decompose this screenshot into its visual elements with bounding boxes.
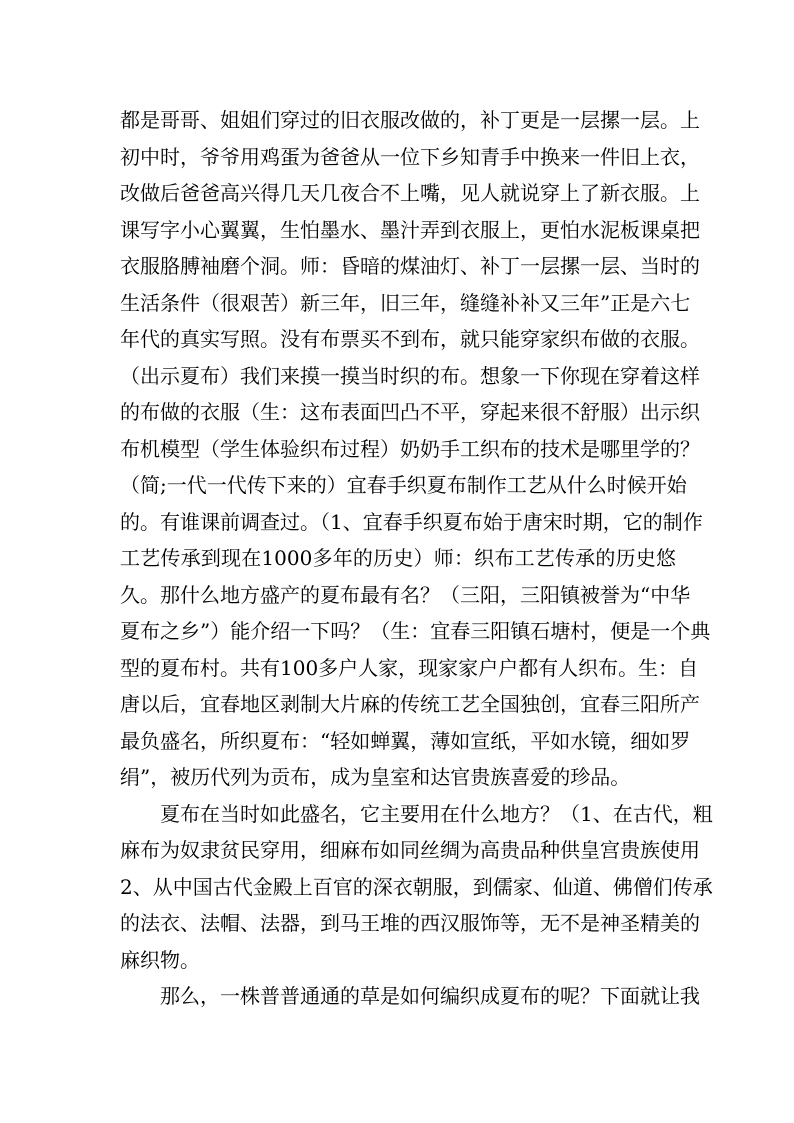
text-line: 布机模型（学生体验织布过程）奶奶手工织布的技术是哪里学的？ (120, 436, 700, 461)
text-line: 唐以后，宜春地区剥制大片麻的传统工艺全国独创，宜春三阳所产 (120, 692, 700, 716)
text-line: （简;一代一代传下来的）宜春手织夏布制作工艺从什么时候开始 (120, 473, 687, 497)
text-line: 工艺传承到现在1000多年的历史）师：织布工艺传承的历史悠 (120, 546, 676, 570)
text-line: 久。那什么地方盛产的夏布最有名？（三阳，三阳镇被誉为“中华 (120, 582, 691, 607)
text-line: 的布做的衣服（生：这布表面凹凸不平，穿起来很不舒服）出示织 (120, 400, 700, 424)
text-line: 初中时，爷爷用鸡蛋为爸爸从一位下乡知青手中换来一件旧上衣， (120, 144, 700, 169)
text-line: 生活条件（很艰苦）新三年，旧三年，缝缝补补又三年”正是六七 (120, 290, 691, 315)
text-line: 年代的真实写照。没有布票买不到布，就只能穿家织布做的衣服。 (120, 327, 700, 351)
document-body (120, 102, 713, 1015)
text-line: 的。有谁课前调查过。（1、宜春手织夏布始于唐宋时期，它的制作 (120, 509, 703, 534)
text-line: 衣服胳膊袖磨个洞。师：昏暗的煤油灯、补丁一层摞一层、当时的 (120, 254, 700, 278)
text-line: 麻织物。 (120, 947, 200, 972)
text-line: 那么，一株普普通通的草是如何编织成夏布的呢？下面就让我 (160, 984, 700, 1008)
text-line: 绢”，被历代列为贡布，成为皇室和达官贵族喜爱的珍品。 (120, 765, 631, 789)
text-line: 型的夏布村。共有100多户人家，现家家户户都有人织布。生：自 (120, 655, 699, 680)
text-line: （出示夏布）我们来摸一摸当时织的布。想象一下你现在穿着这样 (120, 363, 700, 388)
text-line: 的法衣、法帽、法器，到马王堆的西汉服饰等，无不是神圣精美的 (120, 911, 700, 935)
text-line: 改做后爸爸高兴得几天几夜合不上嘴，见人就说穿上了新衣服。上 (120, 181, 700, 205)
text-line: 夏布之乡”）能介绍一下吗？（生：宜春三阳镇石塘村，便是一个典 (120, 619, 711, 643)
text-line: 2、从中国古代金殿上百官的深衣朝服，到儒家、仙道、佛僧们传承 (120, 874, 713, 899)
text-line: 夏布在当时如此盛名，它主要用在什么地方？（1、在古代，粗 (160, 801, 713, 826)
text-line: 麻布为奴隶贫民穿用，细麻布如同丝绸为高贵品种供皇宫贵族使用 (120, 838, 700, 862)
text-line: 课写字小心翼翼，生怕墨水、墨汁弄到衣服上，更怕水泥板课桌把 (120, 217, 700, 242)
text-line: 最负盛名，所织夏布：“轻如蝉翼，薄如宣纸，平如水镜，细如罗 (120, 728, 691, 753)
text-line: 都是哥哥、姐姐们穿过的旧衣服改做的，补丁更是一层摞一层。上 (120, 108, 700, 132)
